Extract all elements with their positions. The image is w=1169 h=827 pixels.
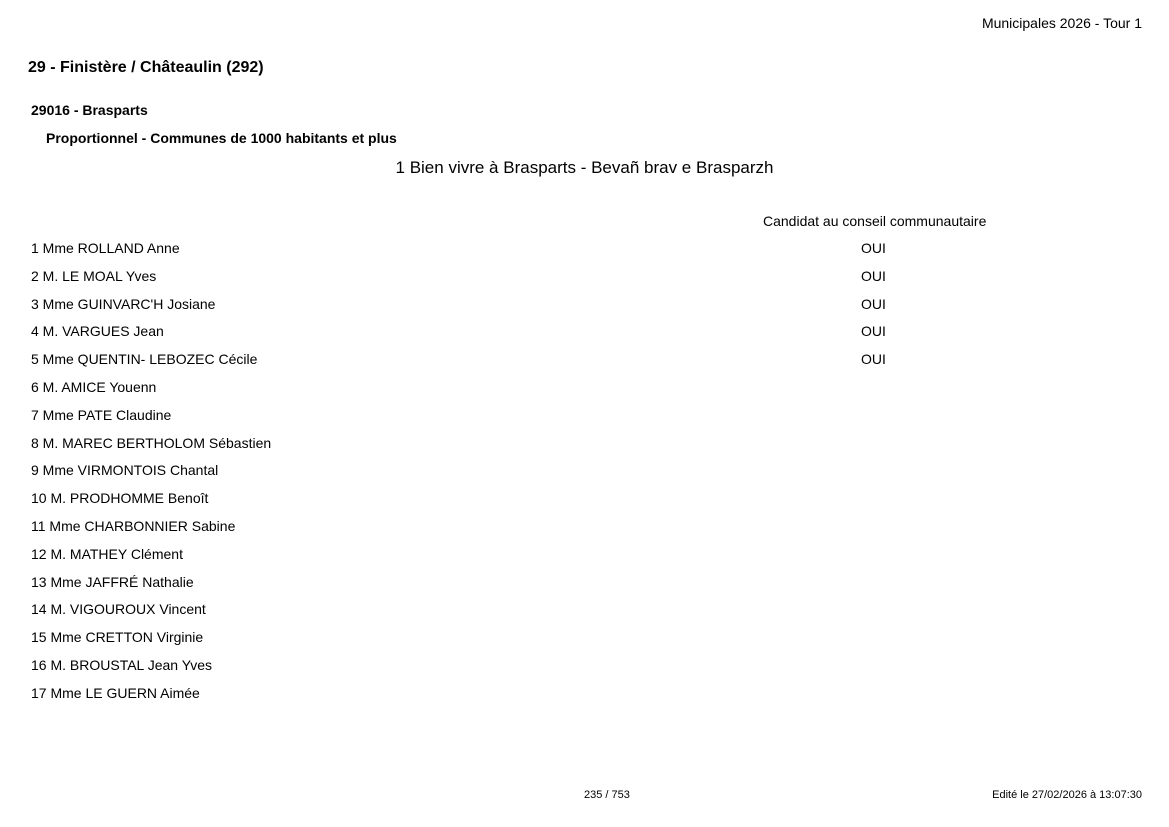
candidate-row: [31, 318, 1131, 346]
candidate-name: 8 M. MAREC BERTHOLOM Sébastien: [31, 434, 272, 451]
list-title: 1 Bien vivre à Brasparts - Bevañ brav e Brasparzh: [395, 158, 774, 177]
candidate-row: [31, 402, 1131, 430]
candidate-name: 14 M. VIGOUROUX Vincent: [31, 601, 206, 618]
commune-title: 29016 - Brasparts: [31, 102, 148, 118]
candidate-row: [31, 430, 1131, 458]
election-header: Municipales 2026 - Tour 1: [981, 15, 1142, 31]
candidate-row: [31, 680, 1131, 708]
candidate-cc-status: OUI: [861, 351, 886, 368]
candidate-cc-status: OUI: [861, 267, 886, 284]
candidate-list: [31, 235, 1131, 708]
candidate-row: [31, 596, 1131, 624]
candidate-name: 15 Mme CRETTON Virginie: [31, 629, 204, 646]
candidate-name: 12 M. MATHEY Clément: [31, 545, 183, 562]
candidate-row: [31, 624, 1131, 652]
candidate-cc-status: OUI: [861, 240, 886, 256]
candidate-name: 5 Mme QUENTIN- LEBOZEC Cécile: [31, 351, 258, 368]
candidate-row: [31, 457, 1131, 485]
candidate-cc-status: OUI: [861, 323, 886, 340]
candidate-row: [31, 513, 1131, 541]
candidate-row: [31, 263, 1131, 291]
candidate-row: [31, 541, 1131, 569]
candidate-row: [31, 485, 1131, 513]
candidate-name: 11 Mme CHARBONNIER Sabine: [31, 517, 236, 534]
candidate-name: 2 M. LE MOAL Yves: [31, 267, 157, 284]
candidate-row: [31, 235, 1131, 263]
candidate-row: [31, 291, 1131, 319]
candidate-cc-status: OUI: [861, 295, 886, 312]
candidate-row: [31, 374, 1131, 402]
candidate-name: 13 Mme JAFFRÉ Nathalie: [31, 573, 194, 590]
candidate-name: 6 M. AMICE Youenn: [31, 378, 157, 395]
candidate-name: 9 Mme VIRMONTOIS Chantal: [31, 462, 219, 479]
scrutin-type: Proportionnel - Communes de 1000 habitants et plus: [46, 130, 397, 146]
candidate-name: 1 Mme ROLLAND Anne: [31, 240, 180, 256]
candidate-name: 3 Mme GUINVARC'H Josiane: [31, 295, 216, 312]
candidate-name: 16 M. BROUSTAL Jean Yves: [31, 656, 213, 673]
candidate-name: 10 M. PRODHOMME Benoît: [31, 490, 209, 507]
candidate-row: [31, 346, 1131, 374]
candidate-name: 17 Mme LE GUERN Aimée: [31, 684, 200, 701]
edition-timestamp: Edité le 27/02/2026 à 13:07:30: [992, 789, 1142, 801]
page-number: 235 / 753: [584, 789, 630, 801]
candidate-row: [31, 652, 1131, 680]
candidate-row: [31, 569, 1131, 597]
candidate-name: 4 M. VARGUES Jean: [31, 323, 164, 340]
candidate-name: 7 Mme PATE Claudine: [31, 406, 172, 423]
department-title: 29 - Finistère / Châteaulin (292): [28, 59, 264, 76]
conseil-communautaire-column-header: Candidat au conseil communautaire: [763, 213, 987, 229]
